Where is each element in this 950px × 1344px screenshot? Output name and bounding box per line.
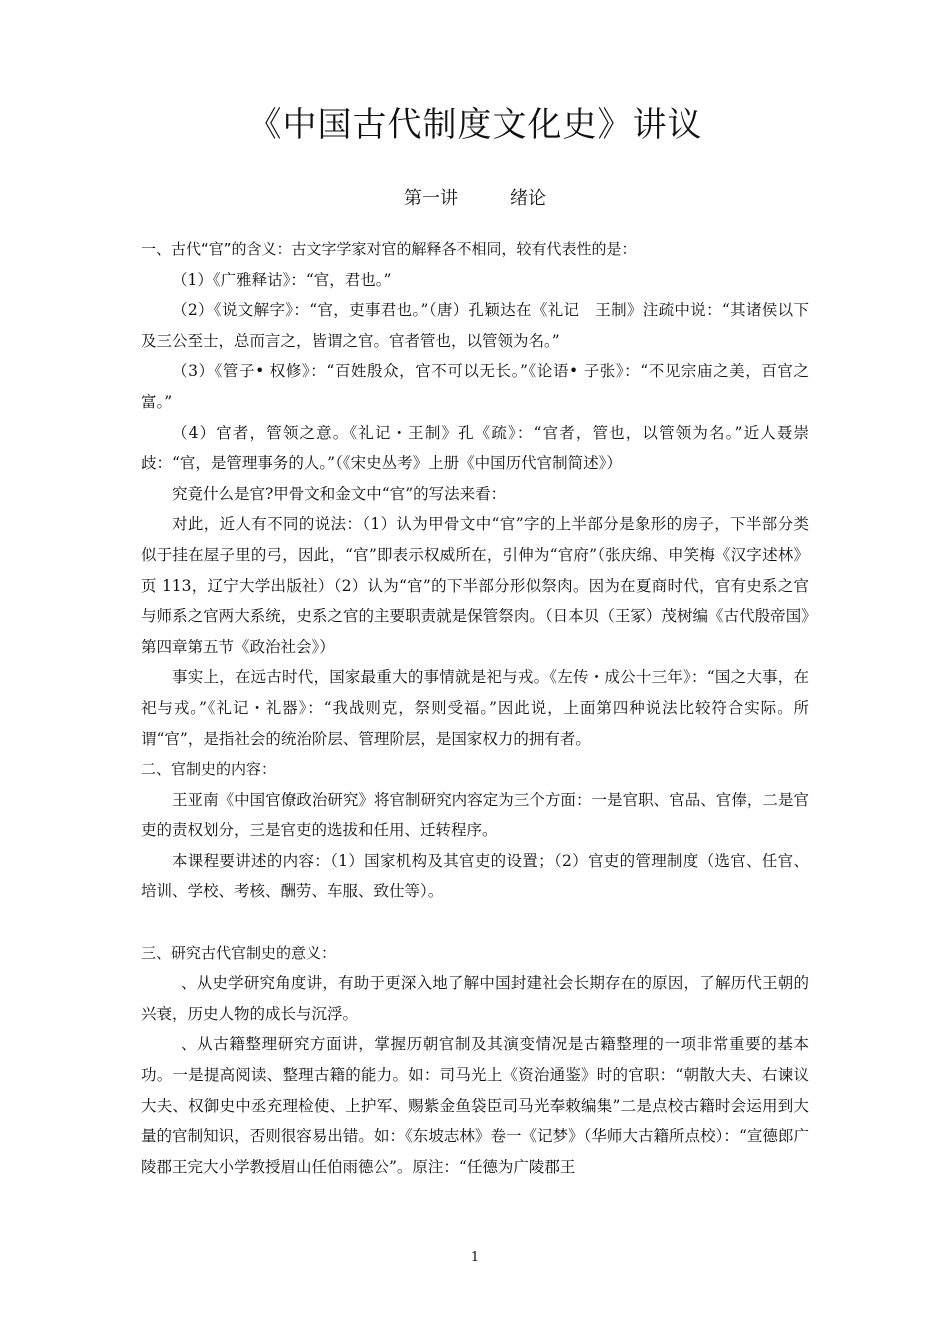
paragraph-views: 对此，近人有不同的说法：（1）认为甲骨文中“官”字的上半部分是象形的房子，下半部分类似于挂在屋子里的弓，因此，“官”即表示权威所在，引伸为“官府”（张庆绵、申笑梅《汉字述林》页 113，辽宁大学出版社）（2）认为“官”的下半部分形似祭肉。因为在夏商时代，官有史系之官与师系之官两大系统，史系之官的主要职责就是保管祭肉。（日本贝（王冢）茂树编《古代殷帝国》第四章第五节《政治社会》） [141, 515, 809, 656]
blank-line [141, 907, 809, 938]
paragraph-question: 究竟什么是官?甲骨文和金文中“官”的写法来看： [172, 484, 507, 503]
paragraph-definition-2: （2）《说文解字》：“官，吏事君也。”（唐）孔颖达在《礼记 王制》注疏中说：“其诸侯以下及三公至士，总而言之，皆谓之官。官者管也，以管领为名。” [141, 301, 809, 350]
paragraph-significance-1: 、从史学研究角度讲，有助于更深入地了解中国封建社会长期存在的原因，了解历代王朝的兴衰，历史人物的成长与沉浮。 [141, 974, 809, 1023]
paragraph-significance-2: 、从古籍整理研究方面讲，掌握历朝官制及其演变情况是古籍整理的一项非常重要的基本功。一是提高阅读、整理古籍的能力。如：司马光上《资治通鉴》时的官职：“朝散大夫、右谏议大夫、权御史中丞充理检使、上护军、赐紫金鱼袋臣司马光奉敕编集”二是点校古籍时会运用到大量的官制知识，否则很容易出错。如：《东坡志林》卷一《记梦》（华师大古籍所点校）：“宣德郎广陵郡王完大小学教授眉山任伯雨德公”。原注：“任德为广陵郡王 [141, 1035, 809, 1176]
section-heading-3: 三、研究古代官制史的意义： [141, 943, 337, 962]
page-number: 1 [470, 1250, 480, 1265]
section-heading-2: 二、官制史的内容： [141, 760, 277, 779]
paragraph-definition-1: （1）《广雅释诂》：“官，君也。” [172, 270, 392, 289]
paragraph-research-scope: 王亚南《中国官僚政治研究》将官制研究内容定为三个方面：一是官职、官品、官俸，二是官吏的责权划分，三是官吏的选拔和任用、迁转程序。 [141, 790, 809, 840]
paragraph-conclusion: 事实上，在远古时代，国家最重大的事情就是祀与戎。《左传・成公十三年》：“国之大事，在祀与戎。”《礼记・礼器》：“我战则克，祭则受福。”因此说，上面第四种说法比较符合实际。所谓“官”，是指社会的统治阶层、管理阶层，是国家权力的拥有者。 [141, 668, 809, 748]
paragraph-course-content: 本课程要讲述的内容：（1）国家机构及其官吏的设置；（2）官吏的管理制度（选官、任官、培训、学校、考核、酬劳、车服、致仕等）。 [141, 851, 809, 901]
document-title: 《中国古代制度文化史》讲议 [247, 105, 703, 145]
lecture-name: 绪论 [510, 188, 546, 209]
section-heading-1: 一、古代“官”的含义：古文字学家对官的解释各不相同，较有代表性的是： [141, 240, 637, 258]
lecture-heading [0, 184, 950, 214]
paragraph-definition-3: （3）《管子• 权修》：“百姓殷众，官不可以无长。”《论语• 子张》：“不见宗庙之美，百官之富。” [141, 362, 809, 411]
paragraph-definition-4: （4）官者，管领之意。《礼记・王制》孔《疏》：“官者，管也，以管领为名。”近人聂崇歧：“官，是管理事务的人。”（《宋史丛考》上册《中国历代官制简述》） [141, 423, 809, 473]
lecture-label: 第一讲 [404, 188, 458, 209]
document-body [141, 234, 809, 1182]
